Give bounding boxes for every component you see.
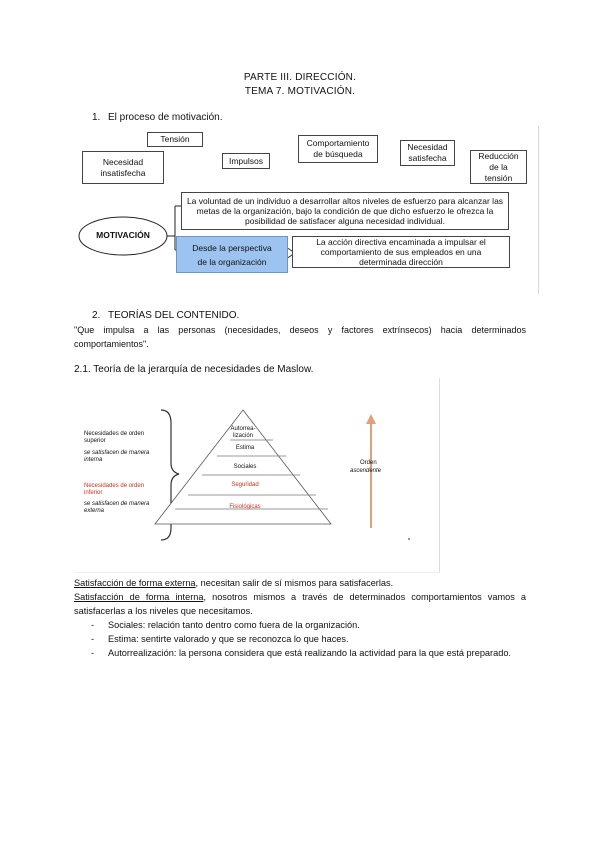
section1-number: 1. <box>92 112 101 123</box>
level-esteem: Estima <box>235 445 255 451</box>
section21-title: 2.1. Teoría de la jerarquía de necesidades de Maslow. <box>74 364 314 375</box>
external-text: , necesitan salir de sí mismos para satisfacerlas. <box>195 578 394 588</box>
level-social: Sociales <box>233 464 257 470</box>
order-sub: ascendente <box>350 468 382 474</box>
needs-bullet-list <box>74 618 526 660</box>
lower-needs-sub: se satisfacen de manera externa <box>84 501 150 514</box>
motivation-label: MOTIVACIÓN <box>96 230 150 240</box>
section1-title: El proceso de motivación. <box>108 112 223 123</box>
external-satisfaction <box>74 576 526 590</box>
tension-reduction-box: Reducción de la tensión <box>470 150 527 184</box>
external-term: Satisfacción de forma externa <box>74 578 196 588</box>
level-security: Seguridad <box>231 482 259 488</box>
need-box: Necesidad insatisfecha <box>82 151 164 184</box>
level-physiological: Fisiológicas <box>229 504 261 510</box>
list-item: - Sociales: relación tanto dentro como fuera de la organización. <box>74 618 526 632</box>
level-self-actualization: Autorrea-lización <box>230 426 256 439</box>
list-item: - Estima: sentirte valorado y que se reconozca lo que haces. <box>74 632 526 646</box>
section2-number: 2. <box>92 310 101 321</box>
satisfied-need-box: Necesidad satisfecha <box>400 140 455 166</box>
org-perspective-box: Desde la perspectiva de la organización <box>176 236 288 273</box>
list-item: - Autorrealización: la persona considera que está realizando la actividad para la que está preparado. <box>74 646 526 660</box>
internal-term: Satisfacción de forma interna <box>74 592 204 602</box>
internal-satisfaction <box>74 590 526 618</box>
order-label: Orden <box>360 460 377 466</box>
lower-needs-label: Necesidades de orden inferior <box>84 483 145 496</box>
part-title: PARTE III. DIRECCIÓN. <box>243 72 357 83</box>
directive-action-box: La acción directiva encaminada a impulsar el comportamiento de sus empleados en una determinada dirección <box>292 236 510 268</box>
section2-title: TEORÍAS DEL CONTENIDO. <box>108 310 240 321</box>
internal-text: , nosotros mismos a través de determinados comportamientos vamos a satisfacerlas a los niveles que necesitamos. <box>74 592 526 616</box>
tension-box: Tensión <box>147 132 203 147</box>
upper-needs-sub: se satisfacen de manera interna <box>84 450 150 463</box>
definition-box: La voluntad de un individuo a desarrollar altos niveles de esfuerzo para alcanzar las metas de la organización, bajo la condición de que dicho esfuerzo le ofrezca la posibilidad de satisfacer alguna necesidad individual. <box>181 192 509 230</box>
maslow-pyramid-figure <box>75 378 440 573</box>
impulses-box: Impulsos <box>222 153 270 169</box>
pyramid-graphic <box>75 378 439 572</box>
topic-title: TEMA 7. MOTIVACIÓN. <box>244 86 356 97</box>
motivation-process-diagram <box>75 126 539 294</box>
search-behavior-box: Comportamiento de búsqueda <box>298 135 378 163</box>
section2-quote: "Que impulsa a las personas (necesidades, deseos y factores extrínsecos) hacia determinados comportamientos". <box>74 325 526 349</box>
upper-needs-label: Necesidades de orden superior <box>84 431 145 444</box>
